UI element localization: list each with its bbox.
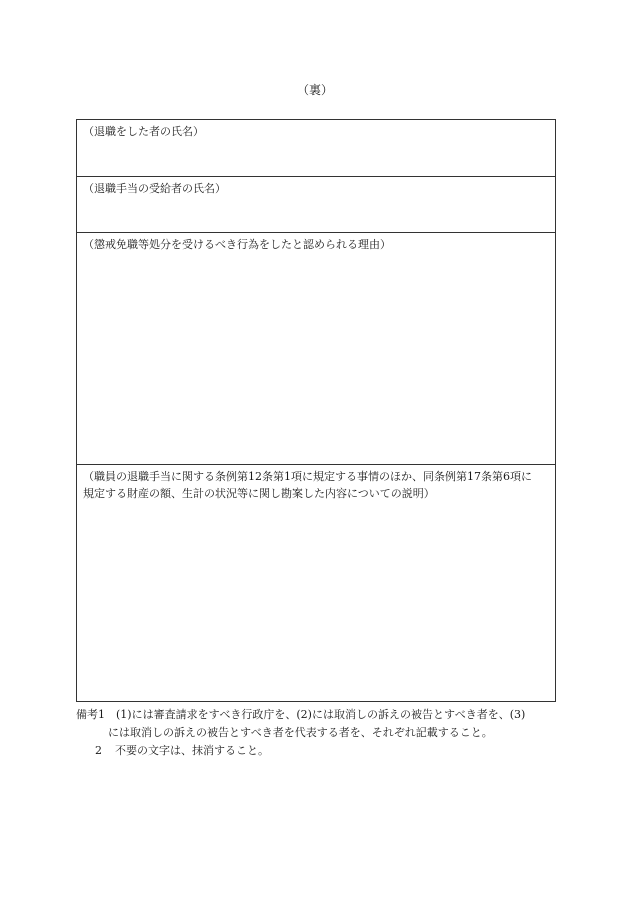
notes-section — [76, 706, 566, 760]
note-1-line-1 — [76, 706, 566, 724]
note-2-text: 不要の文字は、抹消すること。 — [115, 744, 269, 757]
recipient-name-field[interactable] — [77, 177, 555, 233]
notes-heading: 備考1 — [76, 708, 105, 721]
page-heading: （裏） — [296, 83, 333, 97]
note-1-text-line-1: (1)には審査請求をすべき行政庁を、(2)には取消しの訴えの被告とすべき者を、(3) — [116, 708, 526, 721]
retiree-name-field[interactable] — [77, 120, 555, 177]
disciplinary-reason-label: （懲戒免職等処分を受けるべき行為をしたと認められる理由） — [83, 238, 391, 251]
note-2 — [76, 742, 566, 760]
recipient-name-label: （退職手当の受給者の氏名） — [83, 182, 226, 195]
retiree-name-label: （退職をした者の氏名） — [83, 125, 204, 138]
explanation-label-line1: （職員の退職手当に関する条例第12条第1項に規定する事情のほか、同条例第17条第6項に — [83, 470, 532, 483]
form-table — [76, 119, 556, 702]
note-1-line-2 — [76, 724, 566, 742]
note-2-number: 2 — [95, 744, 102, 757]
explanation-label-line2: 規定する財産の額、生計の状況等に関し勘案した内容についての説明） — [83, 487, 435, 500]
note-1-text-line-2: には取消しの訴えの被告とすべき者を代表する者を、それぞれ記載すること。 — [108, 726, 493, 739]
disciplinary-reason-field[interactable] — [77, 233, 555, 465]
explanation-field[interactable] — [77, 465, 555, 701]
